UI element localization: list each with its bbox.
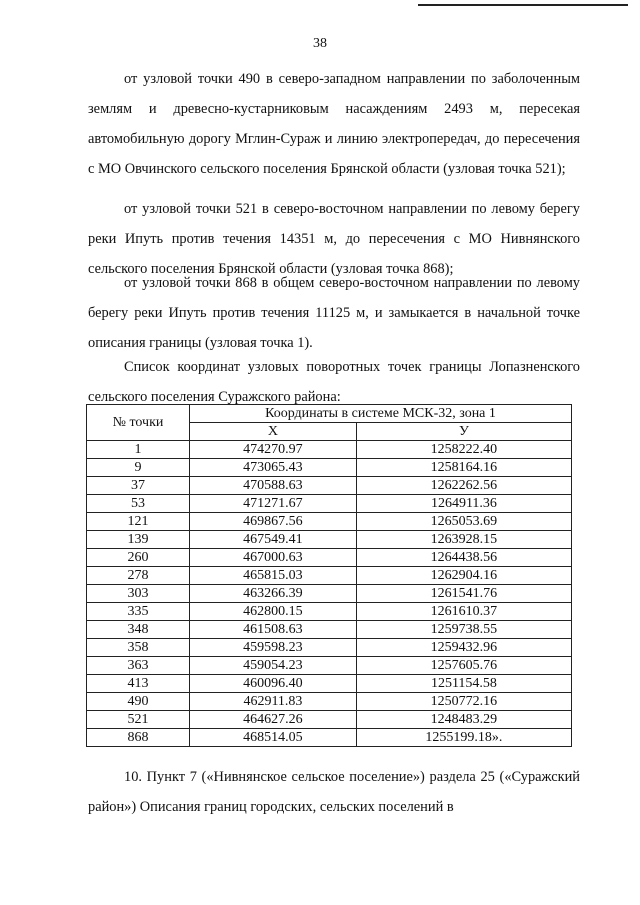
- table-row: [87, 693, 572, 711]
- x-cell: 462800.15: [190, 603, 357, 621]
- table-row: [87, 585, 572, 603]
- y-cell: 1261541.76: [356, 585, 571, 603]
- table-row: [87, 729, 572, 747]
- y-cell: 1248483.29: [356, 711, 571, 729]
- point-column-header: № точки: [87, 405, 190, 441]
- y-cell: 1251154.58: [356, 675, 571, 693]
- header-rule: [418, 4, 628, 6]
- x-column-header: X: [190, 423, 357, 441]
- y-cell: 1258164.16: [356, 459, 571, 477]
- paragraph-boundary-868: от узловой точки 868 в общем северо-восточном направлении по левому берегу реки Ипуть против течения 11125 м, и замыкается в начальной точке описания границы (узловая точка 1).: [88, 275, 580, 351]
- x-cell: 470588.63: [190, 477, 357, 495]
- x-cell: 467549.41: [190, 531, 357, 549]
- y-cell: 1265053.69: [356, 513, 571, 531]
- y-cell: 1262904.16: [356, 567, 571, 585]
- point-cell: 363: [87, 657, 190, 675]
- point-cell: 139: [87, 531, 190, 549]
- table-row: [87, 657, 572, 675]
- x-cell: 467000.63: [190, 549, 357, 567]
- x-cell: 464627.26: [190, 711, 357, 729]
- table-row: [87, 549, 572, 567]
- x-cell: 474270.97: [190, 441, 357, 459]
- point-cell: 260: [87, 549, 190, 567]
- table-row: [87, 639, 572, 657]
- table-row: [87, 495, 572, 513]
- point-cell: 868: [87, 729, 190, 747]
- point-cell: 37: [87, 477, 190, 495]
- coordinate-system-header: Координаты в системе МСК-32, зона 1: [190, 405, 572, 423]
- table-row: [87, 477, 572, 495]
- x-cell: 468514.05: [190, 729, 357, 747]
- point-cell: 521: [87, 711, 190, 729]
- y-cell: 1262262.56: [356, 477, 571, 495]
- point-cell: 9: [87, 459, 190, 477]
- table-row: [87, 603, 572, 621]
- table-row: [87, 531, 572, 549]
- x-cell: 461508.63: [190, 621, 357, 639]
- point-cell: 53: [87, 495, 190, 513]
- point-cell: 1: [87, 441, 190, 459]
- y-column-header: У: [356, 423, 571, 441]
- x-cell: 460096.40: [190, 675, 357, 693]
- y-cell: 1259432.96: [356, 639, 571, 657]
- point-cell: 413: [87, 675, 190, 693]
- x-cell: 471271.67: [190, 495, 357, 513]
- x-cell: 463266.39: [190, 585, 357, 603]
- y-cell: 1263928.15: [356, 531, 571, 549]
- y-cell: 1259738.55: [356, 621, 571, 639]
- point-cell: 348: [87, 621, 190, 639]
- y-cell: 1264911.36: [356, 495, 571, 513]
- paragraph-boundary-521: от узловой точки 521 в северо-восточном направлении по левому берегу реки Ипуть против течения 14351 м, до пересечения с МО Нивнянского сельского поселения Брянской области (узловая точка 868);: [88, 201, 580, 277]
- coordinates-table-body: [87, 441, 572, 747]
- y-cell: 1257605.76: [356, 657, 571, 675]
- coordinates-table: [86, 404, 572, 747]
- page-number: 38: [313, 36, 327, 51]
- x-cell: 473065.43: [190, 459, 357, 477]
- y-cell: 1258222.40: [356, 441, 571, 459]
- table-row: [87, 621, 572, 639]
- point-cell: 335: [87, 603, 190, 621]
- y-cell: 1250772.16: [356, 693, 571, 711]
- point-cell: 358: [87, 639, 190, 657]
- point-cell: 490: [87, 693, 190, 711]
- x-cell: 469867.56: [190, 513, 357, 531]
- paragraph-boundary-490: от узловой точки 490 в северо-западном направлении по заболоченным землям и древесно-кустарниковым насаждениям 2493 м, пересекая автомобильную дорогу Мглин-Сураж и линию электропередач, до пересечения с МО Овчинского сельского поселения Брянской области (узловая точка 521);: [88, 71, 580, 177]
- x-cell: 465815.03: [190, 567, 357, 585]
- y-cell: 1261610.37: [356, 603, 571, 621]
- table-row: [87, 459, 572, 477]
- table-row: [87, 711, 572, 729]
- table-row: [87, 675, 572, 693]
- paragraph-coordinates-intro: Список координат узловых поворотных точек границы Лопазненского сельского поселения Суражского района:: [88, 359, 580, 405]
- x-cell: 459598.23: [190, 639, 357, 657]
- point-cell: 121: [87, 513, 190, 531]
- table-row: [87, 567, 572, 585]
- table-row: [87, 513, 572, 531]
- paragraph-item-10: 10. Пункт 7 («Нивнянское сельское поселение») раздела 25 («Суражский район») Описания границ городских, сельских поселений в: [88, 769, 580, 815]
- x-cell: 462911.83: [190, 693, 357, 711]
- y-cell: 1255199.18».: [356, 729, 571, 747]
- table-row: [87, 441, 572, 459]
- point-cell: 278: [87, 567, 190, 585]
- x-cell: 459054.23: [190, 657, 357, 675]
- y-cell: 1264438.56: [356, 549, 571, 567]
- point-cell: 303: [87, 585, 190, 603]
